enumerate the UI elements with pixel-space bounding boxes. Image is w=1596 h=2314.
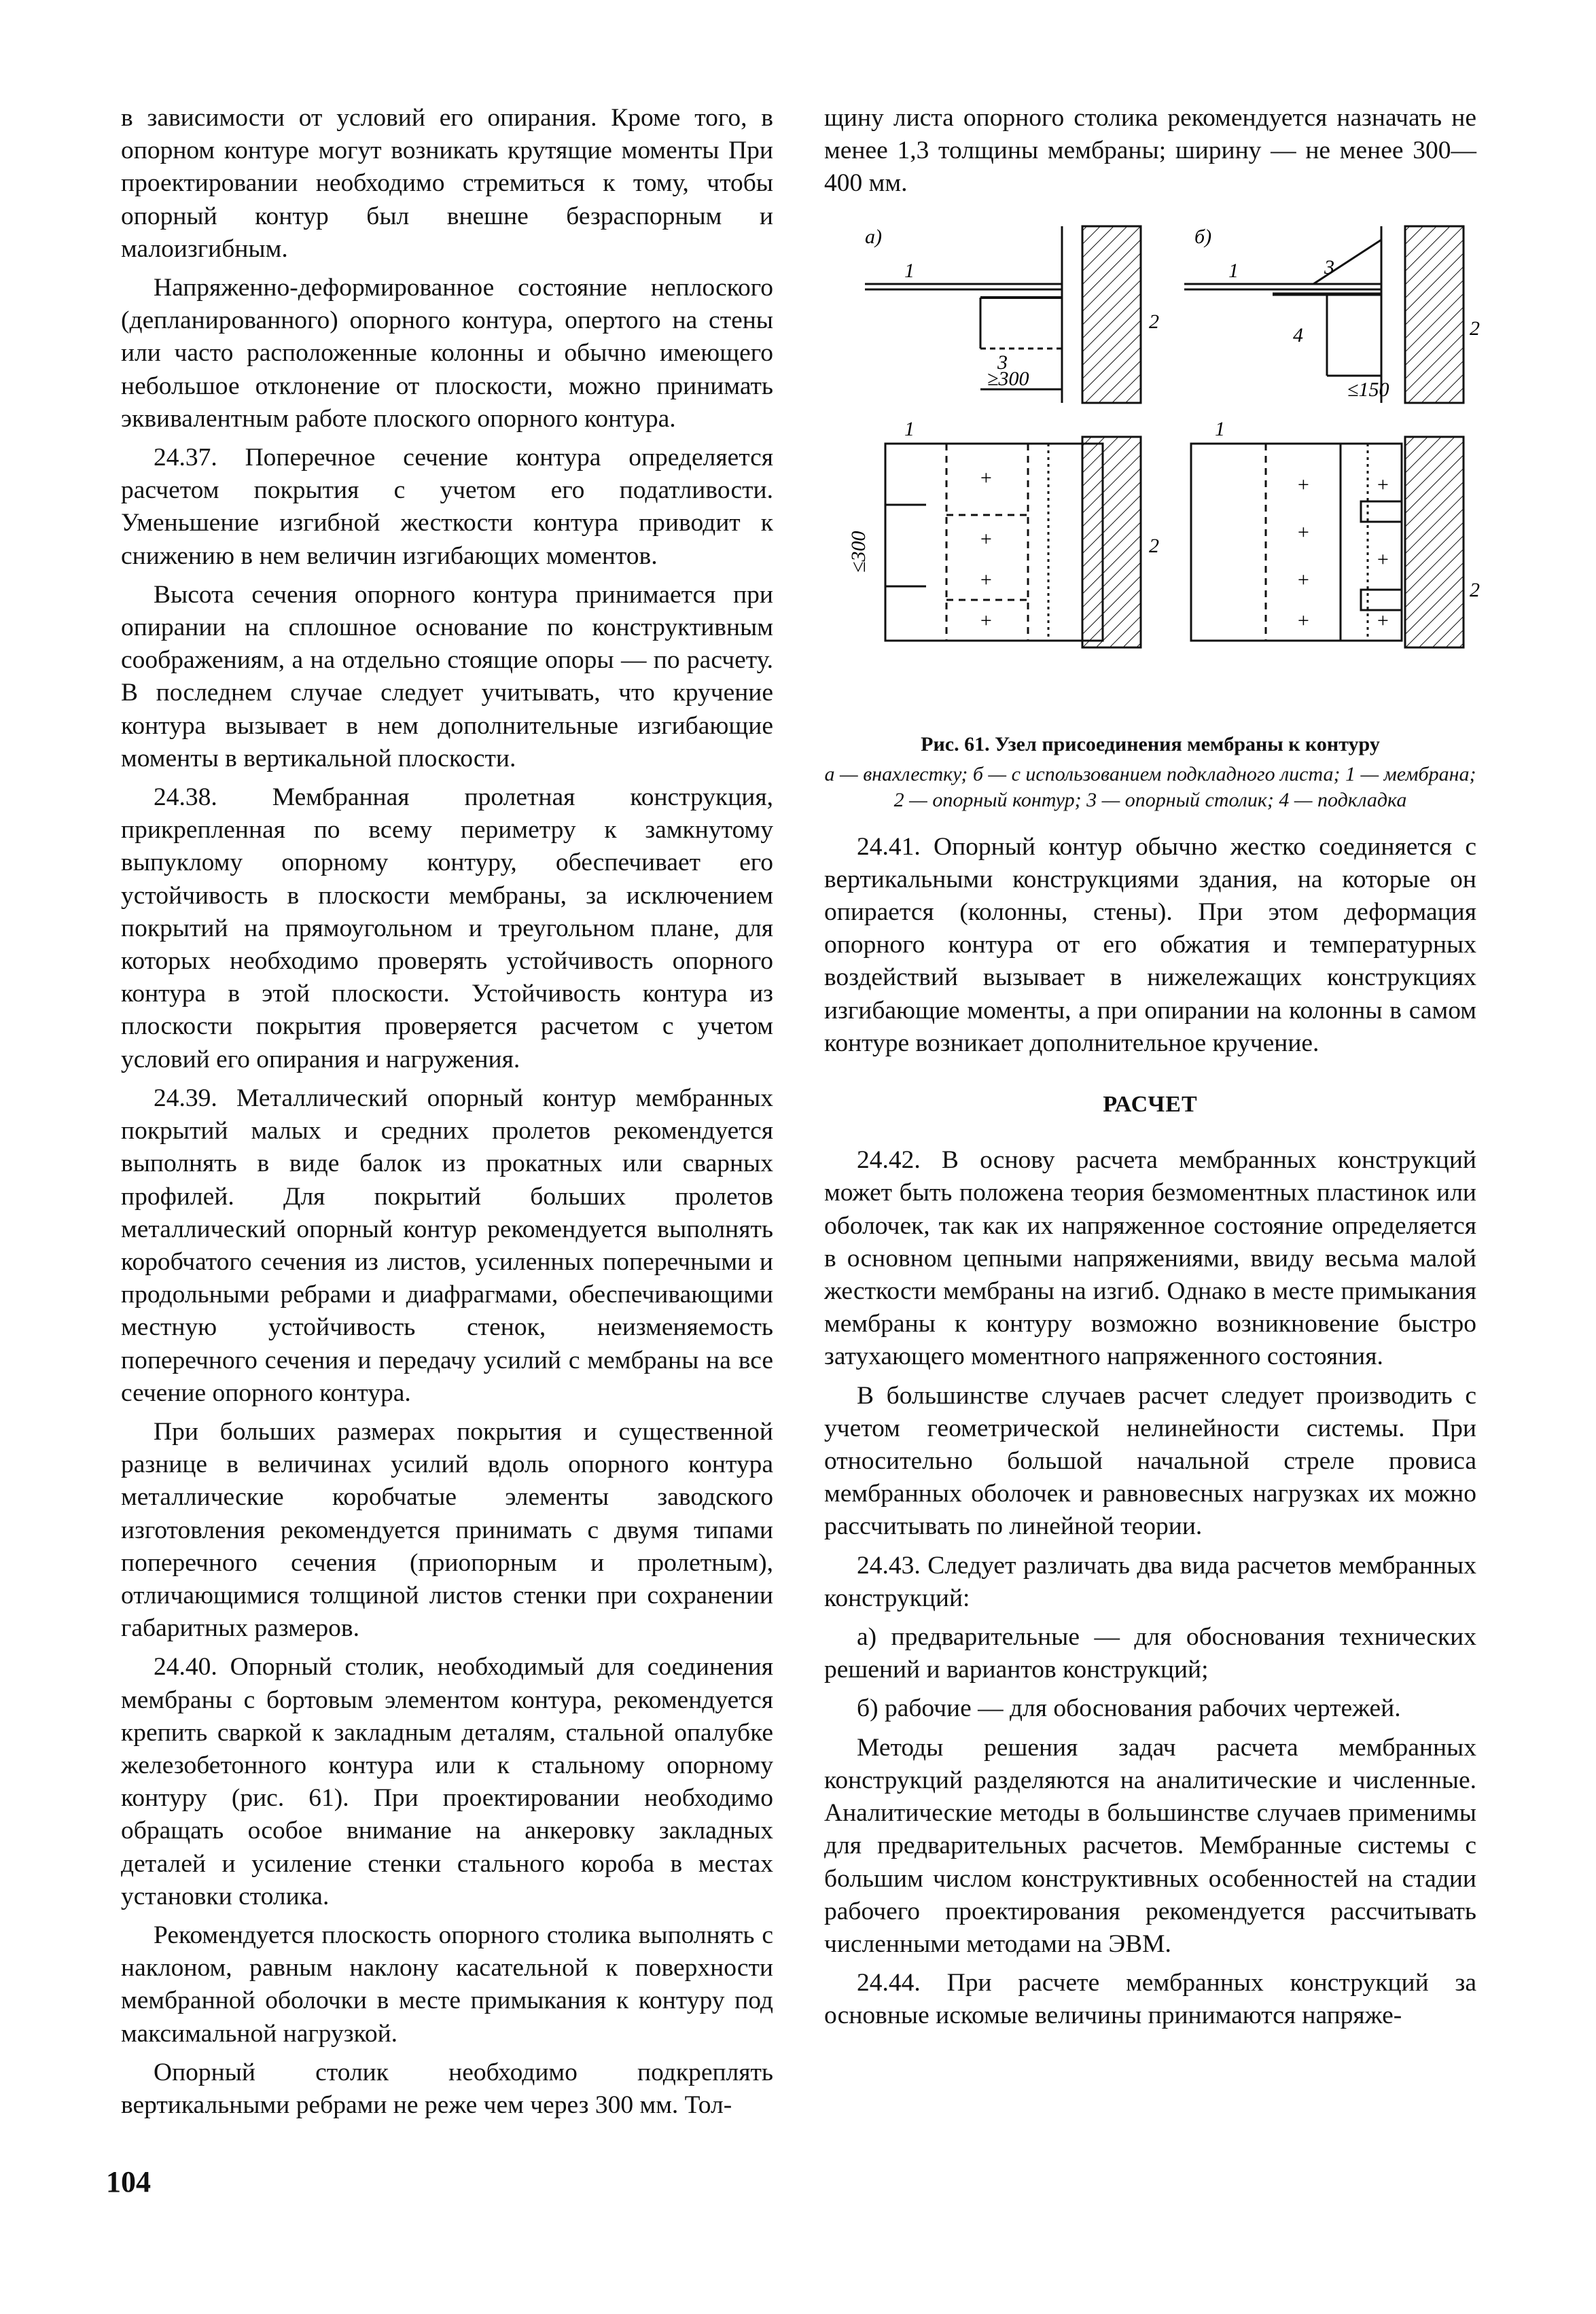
plus-mark: + bbox=[979, 568, 993, 591]
callout-2: 2 bbox=[1470, 578, 1480, 601]
figure-61 bbox=[824, 219, 1480, 831]
page-number: 104 bbox=[106, 2165, 151, 2199]
paragraph: 24.40. Опорный столик, необходимый для соединения мембраны с бортовым элементом контура, рекомендуется крепить сваркой к закладным деталям, стальной опалубке железобетонного контура или к стальному опорному контуру (рис. 61). При проектировании необходимо обращать особое внимание на анкеровку закладных деталей и усиление стенки стального короба в местах установки столика. bbox=[121, 1653, 773, 1910]
plus-mark: + bbox=[1296, 520, 1311, 544]
section-heading: РАСЧЕТ bbox=[1103, 1092, 1198, 1118]
callout-2: 2 bbox=[1149, 534, 1159, 557]
figure-61-drawing bbox=[824, 219, 1480, 722]
figure-title: Рис. 61. Узел присоединения мембраны к контуру bbox=[921, 732, 1380, 755]
right-column bbox=[824, 102, 1480, 2039]
paragraph: 24.38. Мембранная пролетная конструкция, прикрепленная по всему периметру к замкнутому выпуклому опорному контуру, обеспечивает его устойчивость в плоскости мембраны, за исключением покрытий на прямоугольном и треугольном плане, для которых необходимо проверять устойчивость опорного контура в этой плоскости. Устойчивость контура из плоскости покрытия проверяется расчетом с учетом условий его опирания и нагружения. bbox=[121, 783, 773, 1073]
paragraph: 24.37. Поперечное сечение контура определяется расчетом покрытия с учетом его податливости. Уменьшение изгибной жесткости контура приводит к снижению в нем величин изгибающих моментов. bbox=[121, 444, 773, 570]
plus-mark: + bbox=[1296, 568, 1311, 591]
paragraph: Напряженно-деформированное состояние неплоского (депланированного) опорного контура, опертого на стены или часто расположенные колонны и обычно имеющего небольшое отклонение от плоскости, можно принимать эквивалентным работе плоского опорного контура. bbox=[121, 274, 773, 433]
paragraph: В большинстве случаев расчет следует производить с учетом геометрической нелинейности системы. При относительно большой начальной стреле провиса мембранных оболочек и равновесных нагрузках их можно рассчитывать по линейной теории. bbox=[824, 1381, 1476, 1541]
callout-1: 1 bbox=[904, 417, 915, 440]
plus-mark: + bbox=[1376, 609, 1390, 632]
callout-2: 2 bbox=[1470, 317, 1480, 340]
paragraph: 24.43. Следует различать два вида расчетов мембранных конструкций: bbox=[824, 1551, 1476, 1612]
paragraph: 24.42. В основу расчета мембранных конструкций может быть положена теория безмоментных пластинок или оболочек, так как их напряженное состояние определяется в основном цепными напряжениями, ввиду весьма малой жесткости мембраны на изгиб. Однако в месте примыкания мембраны к контуру возможно возникновение быстро затухающего моментного напряженного состояния. bbox=[824, 1146, 1476, 1371]
callout-3: 3 bbox=[997, 351, 1008, 374]
dimension-vertical: ≤300 bbox=[847, 531, 870, 573]
callout-2: 2 bbox=[1149, 310, 1159, 333]
plus-mark: + bbox=[1296, 473, 1311, 496]
callout-3: 3 bbox=[1324, 255, 1334, 279]
paragraph: При больших размерах покрытия и существенной разнице в величинах усилий вдоль опорного контура металлические коробчатые элементы заводского изготовления рекомендуется принимать с двумя типами поперечного сечения (приопорным и пролетным), отличающимися толщиной листов стенки при сохранении габаритных размеров. bbox=[121, 1417, 773, 1643]
callout-1: 1 bbox=[904, 259, 915, 282]
paragraph: в зависимости от условий его опирания. Кроме того, в опорном контуре могут возникать крутящие моменты При проектировании необходимо стремиться к тому, чтобы опорный контур был внешне безраспорным и малоизгибным. bbox=[121, 104, 773, 263]
paragraph: Методы решения задач расчета мембранных конструкций разделяются на аналитические и численные. Аналитические методы в большинстве случаев применимы для предварительных расчетов. Мембранные системы с большим числом конструктивных особенностей на стадии рабочего проектирования рекомендуется рассчитывать численными методами на ЭВМ. bbox=[824, 1733, 1476, 1958]
paragraph: б) рабочие — для обоснования рабочих чертежей. bbox=[857, 1694, 1401, 1723]
dimension-150: ≤150 bbox=[1347, 378, 1389, 401]
plus-mark: + bbox=[979, 466, 993, 489]
paragraph: Опорный столик необходимо подкреплять вертикальными ребрами не реже чем через 300 мм. Тол- bbox=[121, 2058, 773, 2119]
plus-mark: + bbox=[979, 609, 993, 632]
callout-1: 1 bbox=[1215, 417, 1225, 440]
plus-mark: + bbox=[1376, 473, 1390, 496]
figure-caption bbox=[824, 732, 1476, 813]
paragraph: а) предварительные — для обоснования технических решений и вариантов конструкций; bbox=[824, 1623, 1476, 1684]
paragraph: Рекомендуется плоскость опорного столика выполнять с наклоном, равным наклону касательной к поверхности мембранной оболочки в месте примыкания к контуру под максимальной нагрузкой. bbox=[121, 1921, 773, 2048]
paragraph: 24.39. Металлический опорный контур мембранных покрытий малых и средних пролетов рекомендуется выполнять в виде балок из прокатных или сварных профилей. Для покрытий больших пролетов металлический опорный контур рекомендуется выполнять коробчатого сечения из листов, усиленных поперечными и продольными ребрами и диафрагмами, обеспечивающими местную устойчивость стенок, неизменяемость поперечного сечения и передачу усилий с мембраны на все сечение опорного контура. bbox=[121, 1084, 773, 1407]
plus-mark: + bbox=[1296, 609, 1311, 632]
callout-1: 1 bbox=[1228, 259, 1239, 282]
paragraph: 24.41. Опорный контур обычно жестко соединяется с вертикальными конструкциями здания, на которые он опирается (колонны, стены). При этом деформация опорного контура от его обжатия и температурных воздействий вызывает в нижележащих конструкциях изгибающие моменты, а при опирании на колонны в самом контуре возникает дополнительное кручение. bbox=[824, 832, 1476, 1057]
plus-mark: + bbox=[979, 527, 993, 550]
paragraph: щину листа опорного столика рекомендуется назначать не менее 1,3 толщины мембраны; ширину — не менее 300—400 мм. bbox=[824, 104, 1476, 198]
label-a: а) bbox=[865, 225, 882, 248]
paragraph: Высота сечения опорного контура принимается при опирании на сплошное основание по конструктивным соображениям, а на отдельно стоящие опоры — по расчету. В последнем случае следует учитывать, что кручение контура вызывает в нем дополнительные изгибающие моменты в вертикальной плоскости. bbox=[121, 580, 773, 772]
callout-4: 4 bbox=[1293, 323, 1303, 346]
paragraph: 24.44. При расчете мембранных конструкций за основные искомые величины принимаются напряже- bbox=[824, 1969, 1476, 2030]
label-b: б) bbox=[1194, 225, 1212, 248]
plus-mark: + bbox=[1376, 548, 1390, 571]
dimension-300: ≥300 bbox=[987, 367, 1029, 390]
left-column bbox=[121, 102, 773, 2128]
figure-legend: а — внахлестку; б — с использованием подкладного листа; 1 — мембрана; 2 — опорный контур; 3 — опорный столик; 4 — подкладка bbox=[824, 762, 1476, 811]
